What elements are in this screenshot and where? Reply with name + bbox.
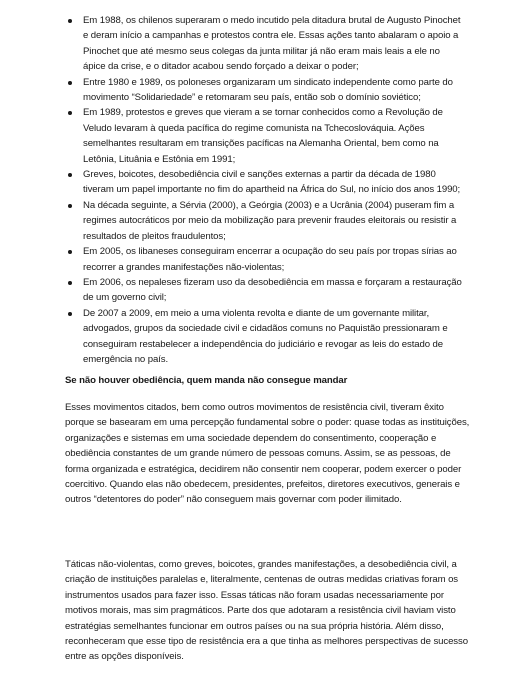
list-item xyxy=(0,13,506,75)
bullet-icon xyxy=(68,19,72,23)
bullet-text: Entre 1980 e 1989, os poloneses organizaram um sindicato independente como parte do movimento “Solidariedade” e retomaram seu país, então sob o domínio soviético; xyxy=(83,76,453,104)
bullet-icon xyxy=(68,111,72,115)
list-item xyxy=(0,306,506,368)
list-item xyxy=(0,275,506,306)
bullet-icon xyxy=(68,312,72,316)
bullet-text: Em 1988, os chilenos superaram o medo incutido pela ditadura brutal de Augusto Pinochet e deram início a campanhas e protestos contra ele. Essas ações tanto abalaram o apoio a Pinochet que até mesmo seus colegas da junta militar já não eram mais leais a ele no ápice da crise, e o ditador acabou sendo forçado a deixar o poder; xyxy=(83,15,461,73)
list-item xyxy=(0,198,506,244)
bullet-text: Na década seguinte, a Sérvia (2000), a Geórgia (2003) e a Ucrânia (2004) puseram fim a regimes autocráticos por meio da mobilização para prevenir fraudes eleitorais ou resistir a resultados de pleitos fraudulentos; xyxy=(83,199,457,242)
bullet-text: Greves, boicotes, desobediência civil e sanções externas a partir da década de 1980 tiveram um papel importante no fim do apartheid na África do Sul, no início dos anos 1990; xyxy=(83,169,461,196)
bullet-icon xyxy=(68,204,72,208)
body-paragraph: Táticas não-violentas, como greves, boicotes, grandes manifestações, a desobediência civil, a criação de instituições paralelas e, literalmente, centenas de outras medidas criativas foram os instrumentos usados para fazer isso. Essas táticas não foram usadas necessariamente por motivos morais, mas sim pragmáticos. Parte dos que adotaram a resistência civil haviam visto estratégias semelhantes funcionar em outros países ou na sua própria história. Além disso, reconheceram que esse tipo de resistência era a que tinha as melhores perspectivas de sucesso entre as opções disponíveis. xyxy=(65,559,468,663)
bullet-list xyxy=(0,13,506,367)
bullet-text: Em 2006, os nepaleses fizeram uso da desobediência em massa e forçaram a restauração de um governo civil; xyxy=(83,276,462,304)
body-paragraph: Esses movimentos citados, bem como outros movimentos de resistência civil, tiveram êxito porque se basearam em uma percepção fundamental sobre o poder: quase todas as instituições, organizações e sistemas em uma sociedade dependem do consentimento, cooperação e obediência constantes de um grande número de pessoas comuns. Assim, se as pessoas, de forma organizada e estratégica, decidirem não consentir nem cooperar, podem exercer o poder coercitivo. Quando elas não obedecem, presidentes, prefeitos, diretores executivos, generais e outros “detentores do poder” não conseguem mais governar com poder ilimitado. xyxy=(65,402,470,506)
list-item xyxy=(0,105,506,167)
bullet-text: Em 2005, os libaneses conseguiram encerrar a ocupação do seu país por tropas sírias ao recorrer a grandes manifestações não-violentas; xyxy=(83,246,457,273)
bullet-text: De 2007 a 2009, em meio a uma violenta revolta e diante de um governante militar, advogados, grupos da sociedade civil e cidadãos comuns no Paquistão pressionaram e conseguiram restabelecer a independência do judiciário e revogar as leis do estado de emergência no país. xyxy=(83,307,448,365)
bullet-icon xyxy=(68,81,72,85)
list-item xyxy=(0,244,506,275)
list-item xyxy=(0,75,506,106)
bullet-icon xyxy=(68,250,72,254)
section-heading: Se não houver obediência, quem manda não consegue mandar xyxy=(65,375,348,386)
bullet-icon xyxy=(68,173,72,177)
bullet-icon xyxy=(68,281,72,285)
bullet-text: Em 1989, protestos e greves que vieram a se tornar conhecidos como a Revolução de Veludo levaram à queda pacífica do regime comunista na Tchecoslováquia. Ações semelhantes resultaram em transições pacíficas na Alemanha Oriental, bem como na Letônia, Lituânia e Estônia em 1991; xyxy=(83,107,443,165)
list-item xyxy=(0,167,506,198)
